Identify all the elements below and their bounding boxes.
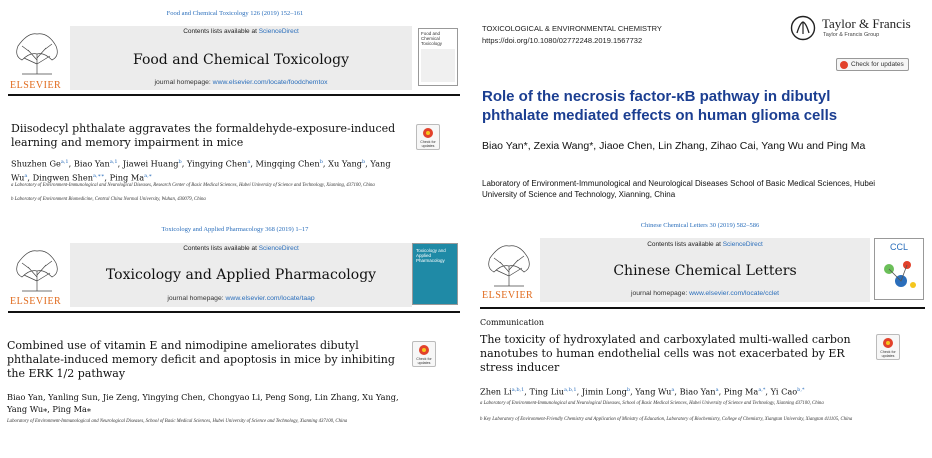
publisher-wordmark: ELSEVIER xyxy=(10,80,62,91)
author-affiliation-marker[interactable]: b,* xyxy=(797,387,805,393)
homepage-link[interactable]: www.elsevier.com/locate/taap xyxy=(225,295,315,302)
elsevier-tree-logo xyxy=(8,243,66,299)
badge-text: Check for updates xyxy=(880,350,896,358)
author-name: Yi Cao xyxy=(770,386,798,397)
affiliation-b: b Laboratory of Environment Biomedicine, Central China Normal University, Wuhan, 430079, China xyxy=(11,197,206,202)
badge-icon-center xyxy=(886,341,890,345)
author-affiliation-marker[interactable]: a,b,1 xyxy=(511,387,525,393)
banner-rule xyxy=(480,307,925,309)
homepage-link[interactable]: www.elsevier.com/locate/foodchemtox xyxy=(212,79,328,86)
sciencedirect-link[interactable]: ScienceDirect xyxy=(722,241,763,248)
elsevier-tree-logo xyxy=(480,238,538,294)
homepage-line xyxy=(540,290,870,297)
check-for-updates-badge[interactable] xyxy=(876,334,900,360)
journal-title: Food and Chemical Toxicology xyxy=(133,52,349,68)
author-name: Zhen Li xyxy=(480,386,512,397)
banner-background xyxy=(70,26,412,90)
article-title: Combined use of vitamin E and nimodipine ameliorates dibutyl phthalate-induced memory deficit and apoptosis in mice by inhibiting the ERK 1/2 pathway xyxy=(7,339,395,380)
badge-icon-center xyxy=(422,348,426,352)
journal-reference: Toxicology and Applied Pharmacology 368 (2019) 1–17 xyxy=(161,226,309,233)
author-affiliation-marker[interactable]: a xyxy=(671,387,675,393)
affiliation-b: b Key Laboratory of Environment-Friendly Chemistry and Application of Ministry of Education, Laboratory of Biochemistry, College of Chemistry, Xiangtan University, Xiangtan 411105, China xyxy=(480,417,853,422)
affiliation-a: a Laboratory of Environment-Immunological and Neurological Diseases, School of Basic Medical Sciences, Hubei University of Science and Technology, Xianning 437100, China xyxy=(480,401,824,406)
author-affiliation-marker[interactable]: a,1 xyxy=(109,159,118,165)
author-affiliation-marker[interactable]: a,∗∗ xyxy=(93,172,105,179)
author-name: Jiawei Huang xyxy=(122,158,179,169)
author-name: Dingwen Shen xyxy=(32,172,93,183)
journal-name: TOXICOLOGICAL & ENVIRONMENTAL CHEMISTRY xyxy=(482,24,662,33)
author-affiliation-marker[interactable]: b xyxy=(626,387,631,393)
homepage-line xyxy=(70,295,412,302)
homepage-link[interactable]: www.elsevier.com/locate/cclet xyxy=(689,290,780,297)
homepage-prefix: journal homepage: xyxy=(167,295,226,302)
affiliation-a: a Laboratory of Environment-Immunological and Neurological Diseases, Research Center of Basic Medical Sciences, Hubei University of Science and Technology, Xianning, 437100, China xyxy=(11,183,375,188)
author-list: Biao Yan*, Zexia Wang*, Jiaoe Chen, Lin Zhang, Zihao Cai, Yang Wu and Ping Ma xyxy=(482,140,866,152)
author-name: Xu Yang xyxy=(328,158,362,169)
banner-rule xyxy=(8,311,460,313)
author-affiliation-marker[interactable]: b xyxy=(178,159,182,165)
author-affiliation-marker[interactable]: b xyxy=(361,159,366,165)
journal-reference: Chinese Chemical Letters 30 (2019) 582–586 xyxy=(640,222,760,229)
check-updates-icon xyxy=(840,61,848,69)
homepage-prefix: journal homepage: xyxy=(630,290,690,297)
contents-line xyxy=(540,241,870,248)
author-name: Shuzhen Ge xyxy=(11,158,61,169)
author-affiliation-marker[interactable]: a,b,1 xyxy=(564,387,577,393)
author-name: Biao Yan xyxy=(679,386,716,397)
author-name: Yang Wu xyxy=(635,386,672,397)
author-affiliation-marker[interactable]: a,* xyxy=(758,387,766,393)
cover-image xyxy=(421,49,455,82)
journal-cover xyxy=(874,238,924,300)
banner-background xyxy=(540,238,870,302)
taylor-francis-logo xyxy=(790,14,910,44)
author-name: Mingqing Chen xyxy=(255,158,320,169)
author-affiliation-marker[interactable]: b xyxy=(319,159,323,165)
journal-banner xyxy=(8,243,460,307)
author-list: Shuzhen Ge$^{a,1}$, Biao Yan$^{a,1}$, Jiawei Huang$^b$, Yingying Chen$^a$, Mingqing Chen$^b$, Xu Yang$^b$, Yang Wu$^a$, Dingwen Shen$^{a,∗∗}$, Ping $Ma^{a,∗}$ xyxy=(11,158,391,183)
author-list: Zhen Li$^{a,b,1}$, Ting Liu$^{a,b,1}$, Jimin Long$^b$, Yang Wu$^a$, Biao Yan$^a$, Ping $Ma^{a,*}$, Yi Cao$^{b,*}$ xyxy=(480,386,805,397)
badge-icon-center xyxy=(426,131,430,135)
homepage-line xyxy=(70,79,412,86)
author-name: Biao Yan xyxy=(73,158,110,169)
journal-title: Toxicology and Applied Pharmacology xyxy=(105,267,377,283)
publisher-wordmark: ELSEVIER xyxy=(10,296,62,307)
elsevier-tree-logo xyxy=(8,26,66,82)
contents-line xyxy=(70,28,412,35)
article-title: Role of the necrosis factor-κB pathway in dibutyl phthalate mediated effects on human glioma cells xyxy=(482,88,838,124)
journal-reference: Food and Chemical Toxicology 126 (2019) 152–161 xyxy=(166,10,304,17)
article-title: The toxicity of hydroxylated and carboxylated multi-walled carbon nanotubes to human endothelial cells was not exacerbated by ER stress inducer xyxy=(480,333,851,374)
journal-banner xyxy=(480,238,925,302)
publisher-group: Taylor & Francis Group xyxy=(823,32,880,38)
author-list: Biao Yan, Yanling Sun, Jie Zeng, Yingying Chen, Chongyao Li, Peng Song, Lin Zhang, Xu Yang, Yang Wu⁎, Ping Ma⁎ xyxy=(7,392,399,414)
author-affiliation-marker[interactable]: a xyxy=(247,159,251,165)
affiliation: Laboratory of Environment-Immunological and Neurological Diseases, School of Basic Medical Sciences, Hubei University of Science and Technology, Xianning 437100, China xyxy=(7,419,348,424)
homepage-prefix: journal homepage: xyxy=(154,79,213,86)
contents-prefix: Contents lists available at xyxy=(647,241,723,248)
cover-title: CCL xyxy=(889,242,908,252)
sciencedirect-link[interactable]: ScienceDirect xyxy=(258,245,299,252)
cover-title: Food and Chemical Toxicology xyxy=(421,31,443,46)
author-name: Ting Liu xyxy=(529,386,565,397)
check-for-updates-badge[interactable] xyxy=(412,341,436,367)
badge-text: Check for updates xyxy=(416,357,432,365)
cover-title: Toxicology and Applied Pharmacology xyxy=(416,248,446,263)
contents-prefix: Contents lists available at xyxy=(183,245,259,252)
banner-rule xyxy=(8,94,460,96)
author-affiliation-marker[interactable]: a,1 xyxy=(60,159,69,165)
author-affiliation-marker[interactable]: a xyxy=(24,172,28,179)
check-for-updates-badge[interactable] xyxy=(416,124,440,150)
contents-prefix: Contents lists available at xyxy=(183,28,259,35)
publisher-wordmark: ELSEVIER xyxy=(482,290,534,301)
affiliation: Laboratory of Environment-Immunological and Neurological Diseases School of Basic Medical Sciences, Hubei University of Science and Technology, Xianning, China xyxy=(482,179,876,199)
doi-link[interactable]: https://doi.org/10.1080/02772248.2019.1567732 xyxy=(482,36,643,45)
author-name: Jimin Long xyxy=(581,386,627,397)
cover-graphic xyxy=(877,255,921,295)
journal-title: Chinese Chemical Letters xyxy=(613,263,797,279)
journal-cover xyxy=(412,243,458,305)
author-affiliation-marker[interactable]: a xyxy=(715,387,719,393)
journal-banner xyxy=(8,26,460,90)
badge-text: Check for updates xyxy=(420,140,436,148)
section-label: Communication xyxy=(480,318,544,327)
tf-emblem-icon xyxy=(790,15,816,41)
check-for-updates-button[interactable] xyxy=(836,58,909,71)
contents-line xyxy=(70,245,412,252)
author-affiliation-marker[interactable]: a,∗ xyxy=(144,172,153,179)
author-name: Ping Ma xyxy=(723,386,759,397)
author-name: Yang Wu xyxy=(11,158,391,183)
article-title: Diisodecyl phthalate aggravates the formaldehyde-exposure-induced learning and memory impairment in mice xyxy=(11,122,396,149)
sciencedirect-link[interactable]: ScienceDirect xyxy=(258,28,299,35)
journal-cover xyxy=(418,28,458,86)
author-name: Ping Ma xyxy=(109,172,145,183)
banner-background xyxy=(70,243,412,307)
author-name: Yingying Chen xyxy=(186,158,248,169)
publisher-name: Taylor & Francis xyxy=(822,16,911,31)
check-updates-label: Check for updates xyxy=(851,61,904,68)
